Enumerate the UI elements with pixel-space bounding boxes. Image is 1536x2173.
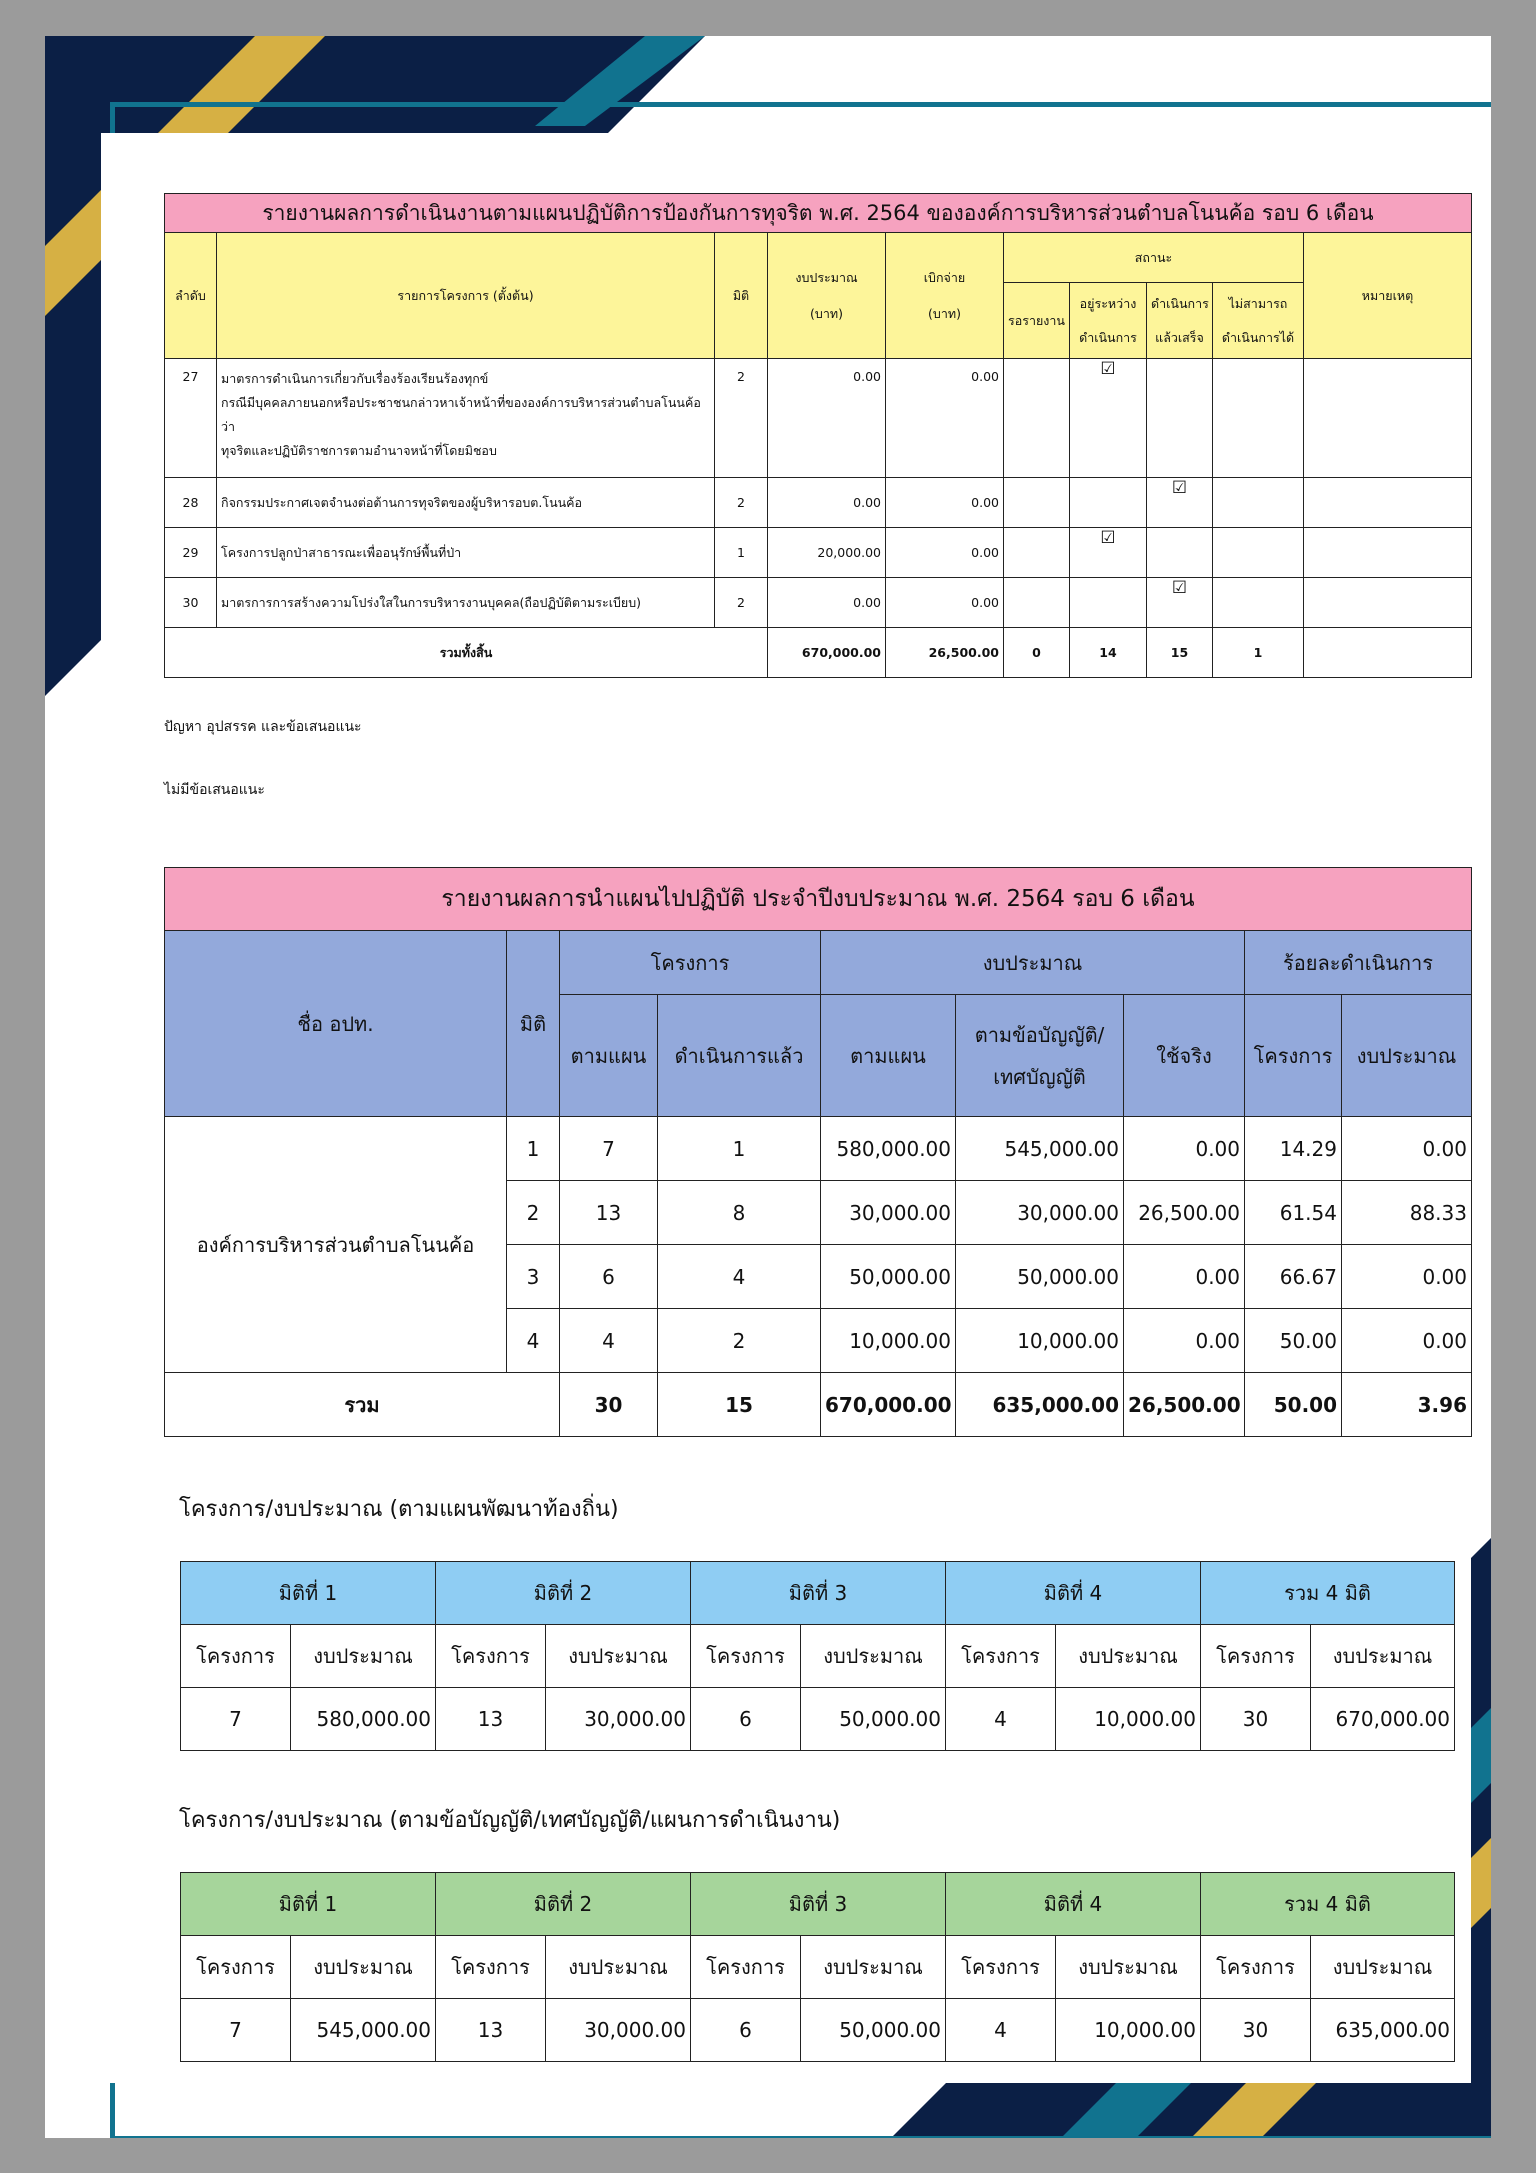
row-disbursed: 0.00 (886, 528, 1004, 578)
total-actual: 26,500.00 (1124, 1373, 1245, 1437)
row-actual: 0.00 (1124, 1245, 1245, 1309)
total-wait: 0 (1004, 628, 1070, 678)
value-projects: 7 (181, 1999, 291, 2062)
group-header: มิติที่ 2 (436, 1562, 691, 1625)
table-row (165, 1117, 1472, 1181)
value-projects: 13 (436, 1688, 546, 1751)
header-dimension: มิติ (507, 931, 560, 1117)
row-done: 8 (658, 1181, 821, 1245)
header-status-unable-1: ไม่สามารถ (1228, 295, 1288, 311)
row-actual: 0.00 (1124, 1117, 1245, 1181)
row-budget-decree: 30,000.00 (956, 1181, 1124, 1245)
row-pct-budget: 88.33 (1342, 1181, 1472, 1245)
header-project: รายการโครงการ (ตั้งต้น) (217, 233, 715, 359)
row-dim: 3 (507, 1245, 560, 1309)
row-disbursed: 0.00 (886, 478, 1004, 528)
checkbox-checked-icon: ☑ (1100, 528, 1116, 548)
row-pct-budget: 0.00 (1342, 1245, 1472, 1309)
header-status-wait: รอรายงาน (1004, 283, 1070, 359)
row-pct-budget: 0.00 (1342, 1309, 1472, 1373)
table-row (165, 528, 1472, 578)
value-projects: 6 (691, 1688, 801, 1751)
value-budget: 670,000.00 (1311, 1688, 1455, 1751)
total-done: 15 (1147, 628, 1213, 678)
group-header: มิติที่ 1 (181, 1873, 436, 1936)
header-order: ลำดับ (165, 233, 217, 359)
no-suggestion-text: ไม่มีข้อเสนอแนะ (164, 782, 265, 798)
total-plan: 30 (560, 1373, 658, 1437)
value-budget: 10,000.00 (1056, 1999, 1201, 2062)
content-area (101, 133, 1471, 2083)
header-status-unable (1213, 283, 1304, 359)
col-project: โครงการ (946, 1936, 1056, 1999)
table-row (165, 359, 1472, 478)
group-header: มิติที่ 3 (691, 1562, 946, 1625)
row-status-wait (1004, 359, 1070, 478)
row-dim: 1 (715, 528, 768, 578)
row-status-inprogress (1070, 578, 1147, 628)
row-dim: 1 (507, 1117, 560, 1181)
row-dim: 4 (507, 1309, 560, 1373)
header-status-done (1147, 283, 1213, 359)
col-project: โครงการ (1201, 1936, 1311, 1999)
row-name (217, 359, 715, 478)
col-budget: งบประมาณ (291, 1625, 436, 1688)
row-remark (1304, 359, 1472, 478)
row-no: 30 (165, 578, 217, 628)
row-done: 2 (658, 1309, 821, 1373)
total-inprogress: 14 (1070, 628, 1147, 678)
value-budget: 580,000.00 (291, 1688, 436, 1751)
report1-title: รายงานผลการดำเนินงานตามแผนปฏิบัติการป้องกันการทุจริต พ.ศ. 2564 ขององค์การบริหารส่วนตำบลโนนค้อ รอบ 6 เดือน (165, 194, 1472, 233)
value-projects: 6 (691, 1999, 801, 2062)
header-status: สถานะ (1004, 233, 1304, 283)
row-status-inprogress (1070, 528, 1147, 578)
row-name-line1: มาตรการดำเนินการเกี่ยวกับเรื่องร้องเรียนร้องทุกข์ (221, 371, 489, 386)
col-project: โครงการ (181, 1936, 291, 1999)
section4-title: โครงการ/งบประมาณ (ตามข้อบัญญัติ/เทศบัญญัติ/แผนการดำเนินงาน) (179, 1808, 841, 1833)
group-header: มิติที่ 1 (181, 1562, 436, 1625)
total-label: รวม (165, 1373, 560, 1437)
table-row (181, 1999, 1455, 2062)
header-executed: ดำเนินการแล้ว (658, 995, 821, 1117)
col-budget: งบประมาณ (801, 1936, 946, 1999)
header-dimension: มิติ (715, 233, 768, 359)
row-budget: 0.00 (768, 578, 886, 628)
row-remark (1304, 478, 1472, 528)
value-budget: 50,000.00 (801, 1688, 946, 1751)
col-project: โครงการ (181, 1625, 291, 1688)
header-budget (768, 233, 886, 359)
header-percent: ร้อยละดำเนินการ (1245, 931, 1472, 995)
row-remark (1304, 578, 1472, 628)
total-budget-decree: 635,000.00 (956, 1373, 1124, 1437)
value-projects: 4 (946, 1999, 1056, 2062)
row-pct-projects: 66.67 (1245, 1245, 1342, 1309)
header-status-inprogress-2: ดำเนินการ (1079, 329, 1137, 345)
row-actual: 0.00 (1124, 1309, 1245, 1373)
row-budget-plan: 580,000.00 (821, 1117, 956, 1181)
row-name: มาตรการการสร้างความโปร่งใสในการบริหารงานบุคคล(ถือปฏิบัติตามระเบียบ) (217, 578, 715, 628)
row-status-inprogress (1070, 478, 1147, 528)
col-project: โครงการ (436, 1936, 546, 1999)
header-org: ชื่อ อปท. (165, 931, 507, 1117)
header-budget: งบประมาณ (821, 931, 1245, 995)
total-label: รวมทั้งสิ้น (165, 628, 768, 678)
row-no: 27 (165, 359, 217, 478)
header-disbursed-label: เบิกจ่าย (923, 269, 966, 285)
header-actual: ใช้จริง (1124, 995, 1245, 1117)
row-budget: 0.00 (768, 359, 886, 478)
header-plan: ตามแผน (560, 995, 658, 1117)
group-header: มิติที่ 3 (691, 1873, 946, 1936)
header-budget-label: งบประมาณ (795, 269, 858, 285)
total-remark (1304, 628, 1472, 678)
row-status-done (1147, 528, 1213, 578)
header-budget-decree (956, 995, 1124, 1117)
value-budget: 30,000.00 (546, 1999, 691, 2062)
group-header: มิติที่ 2 (436, 1873, 691, 1936)
row-budget-decree: 545,000.00 (956, 1117, 1124, 1181)
checkbox-checked-icon: ☑ (1171, 578, 1188, 598)
col-budget: งบประมาณ (1056, 1625, 1201, 1688)
col-budget: งบประมาณ (291, 1936, 436, 1999)
problems-heading: ปัญหา อุปสรรค และข้อเสนอแนะ (164, 719, 362, 735)
row-budget-decree: 50,000.00 (956, 1245, 1124, 1309)
col-budget: งบประมาณ (1311, 1625, 1455, 1688)
col-budget: งบประมาณ (546, 1625, 691, 1688)
row-budget: 0.00 (768, 478, 886, 528)
col-budget: งบประมาณ (801, 1625, 946, 1688)
row-no: 28 (165, 478, 217, 528)
row-actual: 26,500.00 (1124, 1181, 1245, 1245)
row-pct-projects: 61.54 (1245, 1181, 1342, 1245)
row-budget-decree: 10,000.00 (956, 1309, 1124, 1373)
row-budget: 20,000.00 (768, 528, 886, 578)
row-name: โครงการปลูกป่าสาธารณะเพื่ออนุรักษ์พื้นที่ป่า (217, 528, 715, 578)
row-budget-plan: 50,000.00 (821, 1245, 956, 1309)
row-dim: 2 (715, 578, 768, 628)
row-name-line3: ทุจริตและปฏิบัติราชการตามอำนาจหน้าที่โดยมิชอบ (221, 443, 497, 458)
value-budget: 50,000.00 (801, 1999, 946, 2062)
col-project: โครงการ (691, 1625, 801, 1688)
value-projects: 30 (1201, 1999, 1311, 2062)
value-budget: 545,000.00 (291, 1999, 436, 2062)
row-no: 29 (165, 528, 217, 578)
total-row (165, 628, 1472, 678)
row-name-line2: กรณีมีบุคคลภายนอกหรือประชาชนกล่าวหาเจ้าหน้าที่ขององค์การบริหารส่วนตำบลโนนค้อว่า (221, 395, 701, 434)
row-disbursed: 0.00 (886, 359, 1004, 478)
header-pct-budget: งบประมาณ (1342, 995, 1472, 1117)
row-plan: 6 (560, 1245, 658, 1309)
table-row (165, 478, 1472, 528)
anti-corruption-report-table (164, 193, 1472, 678)
row-plan: 7 (560, 1117, 658, 1181)
row-dim: 2 (715, 359, 768, 478)
row-status-done (1147, 578, 1213, 628)
value-budget: 30,000.00 (546, 1688, 691, 1751)
checkbox-checked-icon: ☑ (1171, 478, 1188, 498)
header-pct-projects: โครงการ (1245, 995, 1342, 1117)
header-status-inprogress (1070, 283, 1147, 359)
row-status-unable (1213, 528, 1304, 578)
value-projects: 7 (181, 1688, 291, 1751)
value-projects: 13 (436, 1999, 546, 2062)
row-done: 1 (658, 1117, 821, 1181)
row-pct-budget: 0.00 (1342, 1117, 1472, 1181)
value-budget: 10,000.00 (1056, 1688, 1201, 1751)
header-budget-decree-2: เทศบัญญัติ (993, 1064, 1086, 1089)
row-status-done (1147, 359, 1213, 478)
row-status-unable (1213, 578, 1304, 628)
table-row (181, 1688, 1455, 1751)
total-budget-plan: 670,000.00 (821, 1373, 956, 1437)
header-disbursed-unit: (บาท) (928, 305, 961, 321)
header-budget-unit: (บาท) (810, 305, 843, 321)
table-row (165, 578, 1472, 628)
plan-implementation-table (164, 867, 1472, 1437)
org-name: องค์การบริหารส่วนตำบลโนนค้อ (165, 1117, 507, 1373)
row-pct-projects: 14.29 (1245, 1117, 1342, 1181)
header-status-unable-2: ดำเนินการได้ (1221, 329, 1295, 345)
col-budget: งบประมาณ (1311, 1936, 1455, 1999)
page-frame (45, 36, 1491, 2138)
row-disbursed: 0.00 (886, 578, 1004, 628)
row-status-unable (1213, 359, 1304, 478)
local-plan-summary-table (180, 1561, 1455, 1751)
row-budget-plan: 10,000.00 (821, 1309, 956, 1373)
row-plan: 13 (560, 1181, 658, 1245)
total-pct-projects: 50.00 (1245, 1373, 1342, 1437)
row-status-unable (1213, 478, 1304, 528)
row-budget-plan: 30,000.00 (821, 1181, 956, 1245)
header-status-done-1: ดำเนินการ (1151, 295, 1209, 311)
header-projects: โครงการ (560, 931, 821, 995)
total-budget: 670,000.00 (768, 628, 886, 678)
col-project: โครงการ (946, 1625, 1056, 1688)
report2-title: รายงานผลการนำแผนไปปฏิบัติ ประจำปีงบประมาณ พ.ศ. 2564 รอบ 6 เดือน (165, 868, 1472, 931)
row-pct-projects: 50.00 (1245, 1309, 1342, 1373)
total-disbursed: 26,500.00 (886, 628, 1004, 678)
row-status-wait (1004, 578, 1070, 628)
total-unable: 1 (1213, 628, 1304, 678)
header-status-inprogress-1: อยู่ระหว่าง (1079, 295, 1137, 311)
row-status-inprogress (1070, 359, 1147, 478)
row-status-wait (1004, 478, 1070, 528)
col-budget: งบประมาณ (546, 1936, 691, 1999)
col-project: โครงการ (691, 1936, 801, 1999)
value-projects: 30 (1201, 1688, 1311, 1751)
header-budget-plan: ตามแผน (821, 995, 956, 1117)
header-status-done-2: แล้วเสร็จ (1155, 329, 1204, 345)
group-header: รวม 4 มิติ (1201, 1873, 1455, 1936)
col-budget: งบประมาณ (1056, 1936, 1201, 1999)
group-header: มิติที่ 4 (946, 1873, 1201, 1936)
row-plan: 4 (560, 1309, 658, 1373)
row-dim: 2 (715, 478, 768, 528)
col-project: โครงการ (1201, 1625, 1311, 1688)
section3-title: โครงการ/งบประมาณ (ตามแผนพัฒนาท้องถิ่น) (179, 1497, 619, 1522)
row-done: 4 (658, 1245, 821, 1309)
row-name: กิจกรรมประกาศเจตจำนงต่อต้านการทุจริตของผู้บริหารอบต.โนนค้อ (217, 478, 715, 528)
row-dim: 2 (507, 1181, 560, 1245)
row-status-wait (1004, 528, 1070, 578)
header-disbursed (886, 233, 1004, 359)
group-header: มิติที่ 4 (946, 1562, 1201, 1625)
checkbox-checked-icon: ☑ (1100, 359, 1116, 379)
col-project: โครงการ (436, 1625, 546, 1688)
total-pct-budget: 3.96 (1342, 1373, 1472, 1437)
header-budget-decree-1: ตามข้อบัญญัติ/ (974, 1022, 1105, 1047)
total-row (165, 1373, 1472, 1437)
header-remark: หมายเหตุ (1304, 233, 1472, 359)
row-remark (1304, 528, 1472, 578)
row-status-done (1147, 478, 1213, 528)
total-done: 15 (658, 1373, 821, 1437)
decree-summary-table (180, 1872, 1455, 2062)
value-budget: 635,000.00 (1311, 1999, 1455, 2062)
value-projects: 4 (946, 1688, 1056, 1751)
group-header: รวม 4 มิติ (1201, 1562, 1455, 1625)
